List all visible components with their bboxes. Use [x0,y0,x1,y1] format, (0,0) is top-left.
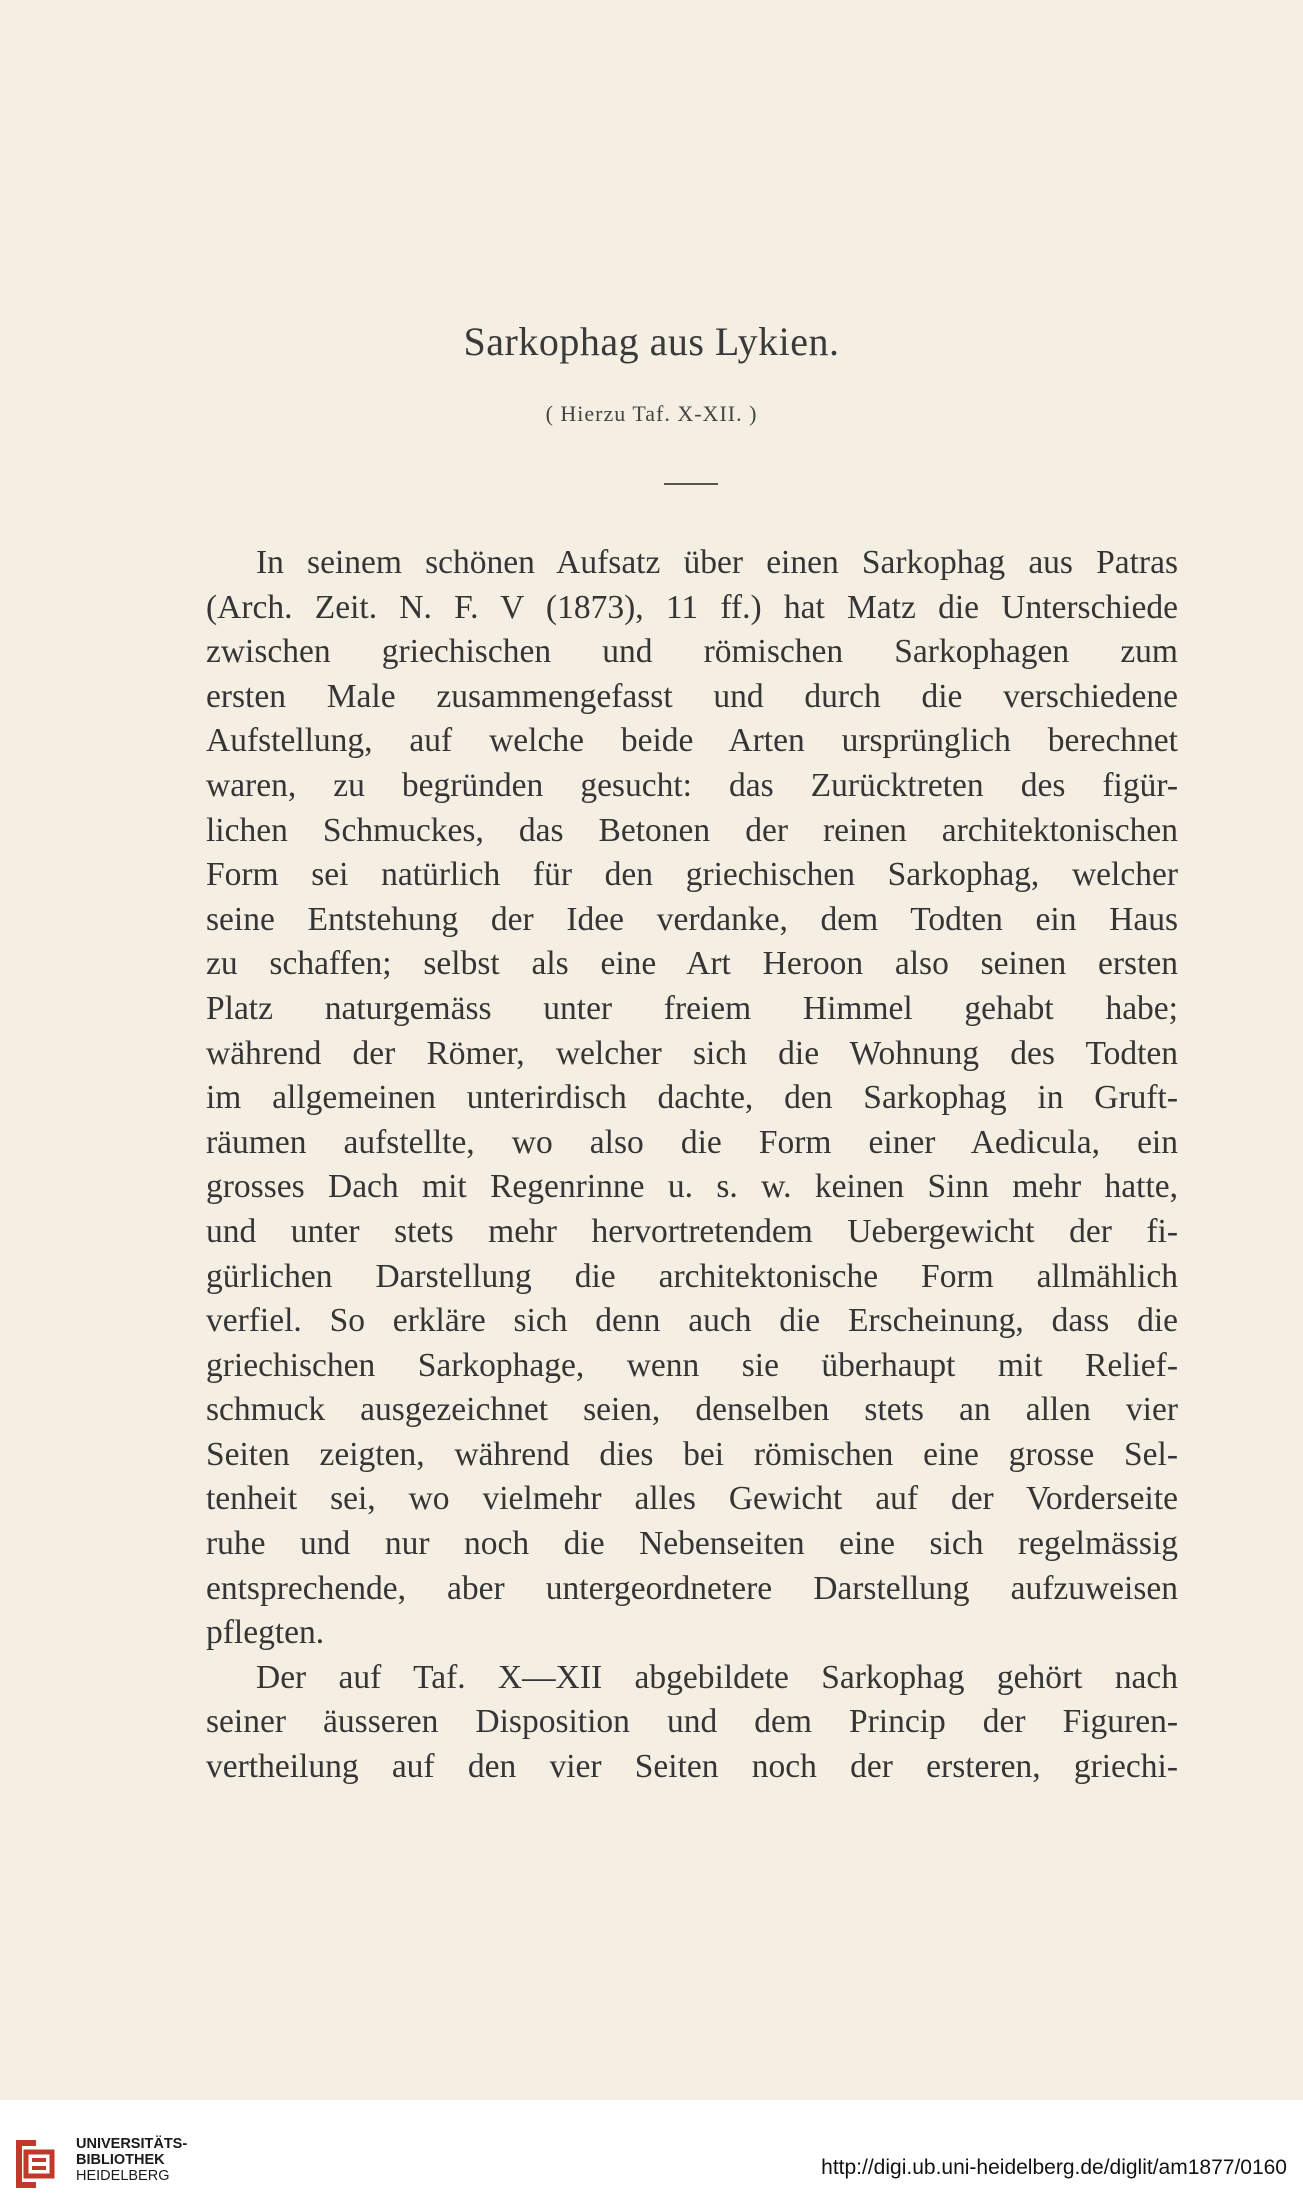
library-name-line: HEIDELBERG [76,2168,170,2184]
plate-reference: ( Hierzu Taf. X-XII. ) [545,401,758,426]
article-title: Sarkophag aus Lykien. [463,319,840,364]
title-divider [664,483,718,485]
text-line: während der Römer, welcher sich die Wohnung des Todten [206,1034,1178,1072]
text-line: zwischen griechischen und römischen Sarkophagen zum [206,633,1178,671]
text-line: waren, zu begründen gesucht: das Zurücktreten des figür- [206,766,1178,804]
text-line: ruhe und nur noch die Nebenseiten eine sich regelmässig [206,1525,1178,1563]
text-line: lichen Schmuckes, das Betonen der reinen architektonischen [206,811,1178,849]
text-line: vertheilung auf den vier Seiten noch der ersteren, griechi- [206,1748,1178,1786]
text-line: und unter stets mehr hervortretendem Uebergewicht der fi- [206,1212,1178,1250]
text-line: pflegten. [206,1614,325,1652]
text-line: Seiten zeigten, während dies bei römischen eine grosse Sel- [206,1435,1178,1473]
text-line: grosses Dach mit Regenrinne u. s. w. keinen Sinn mehr hatte, [206,1168,1178,1206]
text-line: In seinem schönen Aufsatz über einen Sarkophag aus Patras [256,544,1178,581]
text-line: Aufstellung, auf welche beide Arten ursprünglich berechnet [206,722,1178,760]
text-line: schmuck ausgezeichnet seien, denselben stets an allen vier [206,1391,1178,1429]
text-line: griechischen Sarkophage, wenn sie überhaupt mit Relief- [206,1346,1178,1384]
university-library-logo-icon [12,2136,56,2192]
text-line: seine Entstehung der Idee verdanke, dem Todten ein Haus [206,900,1178,938]
text-line: entsprechende, aber untergeordnetere Darstellung aufzuweisen [206,1569,1178,1607]
text-line: (Arch. Zeit. N. F. V (1873), 11 ff.) hat Matz die Unterschiede [206,588,1178,626]
text-line: gürlichen Darstellung die architektonische Form allmählich [206,1257,1178,1295]
text-line: verfiel. So erkläre sich denn auch die Erscheinung, dass die [206,1302,1178,1340]
text-line: im allgemeinen unterirdisch dachte, den Sarkophag in Gruft- [206,1079,1178,1117]
text-line: Der auf Taf. X—XII abgebildete Sarkophag gehört nach [256,1658,1178,1696]
text-line: ersten Male zusammengefasst und durch die verschiedene [206,677,1178,715]
text-line: Form sei natürlich für den griechischen Sarkophag, welcher [206,856,1178,894]
text-line: Platz naturgemäss unter freiem Himmel gehabt habe; [206,989,1178,1027]
text-line: räumen aufstellte, wo also die Form einer Aedicula, ein [206,1123,1178,1161]
footer-bar [0,2100,1303,2205]
text-line: zu schaffen; selbst als eine Art Heroon also seinen ersten [206,945,1178,983]
library-name-line: UNIVERSITÄTS- [76,2136,188,2152]
library-name [76,2136,187,2184]
source-url-link[interactable]: http://digi.ub.uni-heidelberg.de/diglit/am1877/0160 [821,2156,1287,2179]
article-body [206,541,1178,1790]
text-line: tenheit sei, wo vielmehr alles Gewicht auf der Vorderseite [206,1480,1178,1518]
text-line: seiner äusseren Disposition und dem Princip der Figuren- [206,1703,1178,1741]
library-name-line: BIBLIOTHEK [76,2152,165,2168]
